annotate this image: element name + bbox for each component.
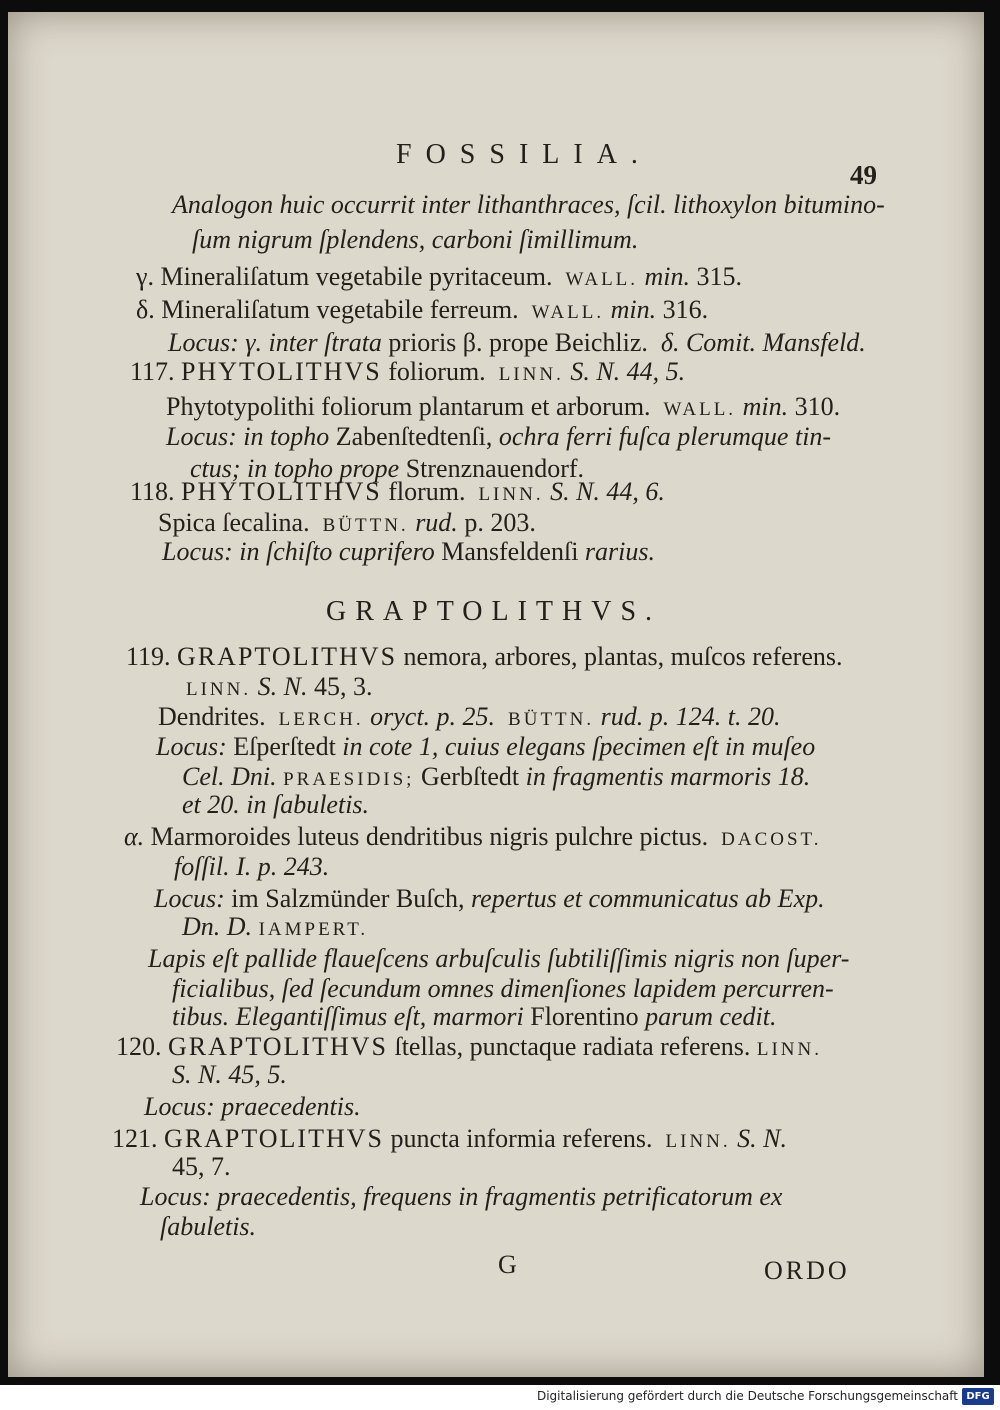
text-line: 119. GRAPTOLITHVS nemora, arbores, plantas, muſcos referens. xyxy=(126,642,843,671)
text-line: et 20. in ſabuletis. xyxy=(182,790,370,819)
text-line: ſabuletis. xyxy=(160,1212,257,1241)
text-line: Locus: Eſperſtedt in cote 1, cuius elegans ſpecimen eſt in muſeo xyxy=(156,732,816,761)
text-line: LINN. S. N. 45, 3. xyxy=(186,672,373,701)
text-line: ſum nigrum ſplendens, carboni ſimillimum. xyxy=(192,225,639,254)
text-line: Dn. D. IAMPERT. xyxy=(182,912,369,941)
text-line: 45, 7. xyxy=(172,1152,231,1181)
signature-mark: G xyxy=(498,1250,517,1279)
section-heading: GRAPTOLITHVS. xyxy=(326,596,662,627)
footer-bar xyxy=(0,1385,1000,1410)
text-line: Spica ſecalina. BÜTTN. rud. p. 203. xyxy=(158,508,536,537)
text-line: 120. GRAPTOLITHVS ſtellas, punctaque radiata referens. LINN. xyxy=(116,1032,822,1061)
text-line: ficialibus, ſed ſecundum omnes dimenſiones lapidem percurren- xyxy=(172,974,834,1003)
text-line: Locus: γ. inter ſtrata prioris β. prope Beichliz. δ. Comit. Mansfeld. xyxy=(168,328,866,357)
text-line: Phytotypolithi foliorum plantarum et arborum. WALL. min. 310. xyxy=(166,392,841,421)
text-line: S. N. 45, 5. xyxy=(172,1060,287,1089)
text-line: tibus. Elegantiſſimus eſt, marmori Florentino parum cedit. xyxy=(172,1002,777,1031)
page-number: 49 xyxy=(850,160,877,190)
text-line: Locus: im Salzmünder Buſch, repertus et communicatus ab Exp. xyxy=(154,884,825,913)
text-line: Analogon huic occurrit inter lithanthraces, ſcil. lithoxylon bitumino- xyxy=(172,190,885,219)
text-line: 117. PHYTOLITHVS foliorum. LINN. S. N. 44, 5. xyxy=(130,357,686,386)
text-line: Locus: in topho Zabenſtedtenſi, ochra ferri fuſca plerumque tin- xyxy=(166,422,832,451)
text-line: 121. GRAPTOLITHVS puncta informia referens. LINN. S. N. xyxy=(112,1124,788,1153)
text-line: Locus: praecedentis. xyxy=(144,1092,361,1121)
footer-credit: Digitalisierung gefördert durch die Deutsche Forschungsgemeinschaft xyxy=(536,1389,958,1403)
text-line: foſſil. I. p. 243. xyxy=(174,852,330,881)
text-line: 118. PHYTOLITHVS florum. LINN. S. N. 44, 6. xyxy=(130,477,665,506)
running-header: FOSSILIA. xyxy=(396,139,652,170)
text-line: ctus; in topho prope Strenznauendorf. xyxy=(190,454,585,483)
text-line: Cel. Dni. PRAESIDIS; Gerbſtedt in fragmentis marmoris 18. xyxy=(182,762,811,791)
text-line: δ. Mineraliſatum vegetabile ferreum. WALL. min. 316. xyxy=(136,295,709,324)
text-line: α. Marmoroides luteus dendritibus nigris pulchre pictus. DACOST. xyxy=(124,822,822,851)
text-line: Lapis eſt pallide flaueſcens arbuſculis ſubtiliſſimis nigris non ſuper- xyxy=(148,944,850,973)
dfg-logo: DFG xyxy=(962,1388,994,1405)
text-line: Locus: praecedentis, frequens in fragmentis petrificatorum ex xyxy=(140,1182,783,1211)
catchword: ORDO xyxy=(764,1256,850,1285)
text-line: γ. Mineraliſatum vegetabile pyritaceum. WALL. min. 315. xyxy=(136,262,743,291)
text-line: Dendrites. LERCH. oryct. p. 25. BÜTTN. rud. p. 124. t. 20. xyxy=(158,702,781,731)
book-page xyxy=(8,12,984,1377)
text-line: Locus: in ſchiſto cuprifero Mansfeldenſi rarius. xyxy=(162,537,655,566)
